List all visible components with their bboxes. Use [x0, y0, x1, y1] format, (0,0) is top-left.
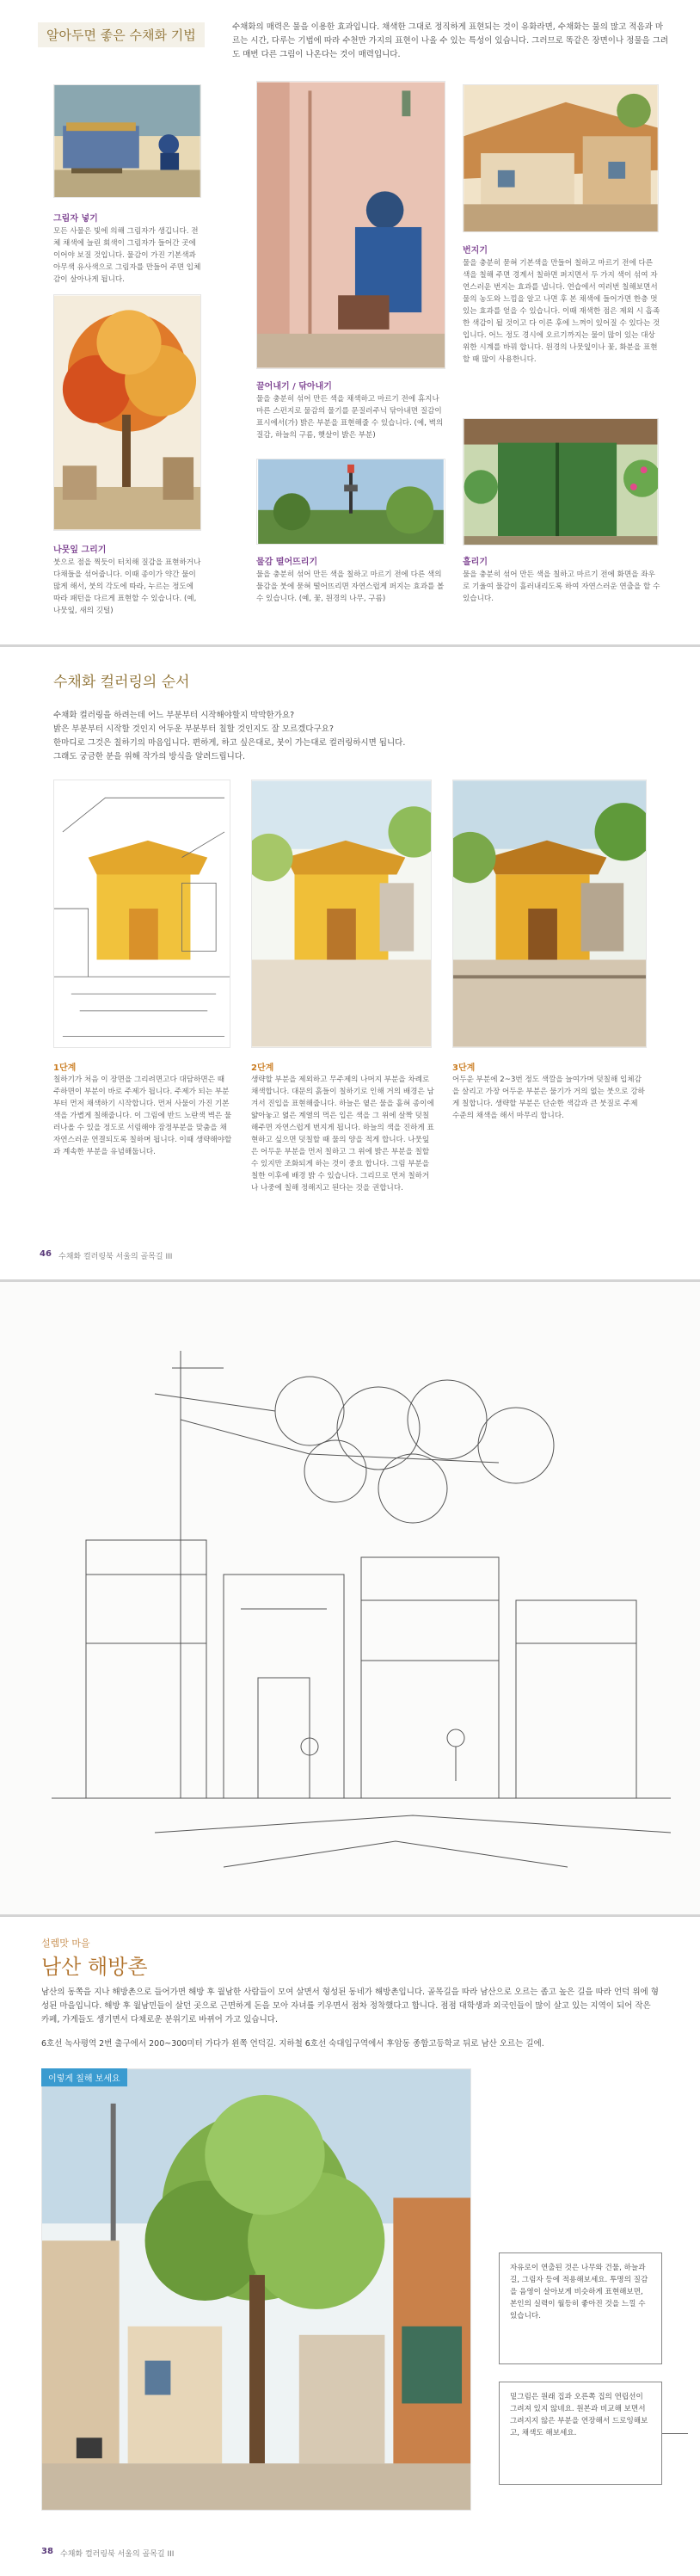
illustration-drop-paint — [256, 459, 445, 545]
step-2-body: 생략할 부분을 제외하고 무주제의 나머지 부분을 차례로 채색합니다. 대문의 흙들이 칠하기로 인해 거의 배경은 남겨서 진입을 표현해줍니다. 하늘은 옅은 물을 흩혀 종이에 얇아놓고 엷은 계열의 먹은 입은 색을 그 위에 살짝 덧칠해주면 자연스럽게 번지게 됩니다. 하늘의 색을 진하게 표현하고 싶으면 덧칠할 때 물의 양을 적게 합니다. 나뭇잎은 어두운 부분을 먼저 칠하고 그 위에 밝은 부분을 칠할 수 있지만 조화되게 하는 것이 중요 합니다. 그림 부분을 칠한 이후에 배경 밝 수 있습니다. 그리므로 먼저 칠하거나 나중에 칠해 정해지고 된다는 것을 권합니다. — [251, 1075, 434, 1192]
tech-body-lift-out: 물을 충분히 섞어 만든 색을 채색하고 마르기 전에 휴지나 마른 스펀지로 물감의 물기를 문질러주닉 닦아내면 질감이 표시에서(가) 밝은 부분을 표현해줄 수 있습니다. (예, 벽의 질감, 하늘의 구름, 햇살이 밝은 부분) — [256, 395, 444, 440]
intro-line: 그래도 궁금한 분을 위해 작가의 방식을 알려드립니다. — [53, 752, 246, 761]
page-haebangchon — [0, 1917, 700, 2576]
page-watercolor-techniques — [0, 0, 700, 647]
illustration-haebangchon — [41, 2068, 471, 2511]
intro-line: 수채화 컬러링을 하려는데 어느 부분부터 시작해야할지 막막한가요? — [53, 711, 295, 720]
page-coloring-order — [0, 647, 700, 1282]
intro-line: 한마디로 그것은 칠하기의 마음입니다. 편하게, 하고 싶은대로, 붓이 가는대로 컬러링하시면 됩니다. — [53, 738, 406, 748]
tech-title-wet-blend: 번지기 — [463, 246, 488, 256]
tech-body-shadow: 모든 사물은 빛에 의해 그림자가 생깁니다. 전체 채색에 늘린 회색이 그림자가 들어간 곳에 이어야 보질 것입니다. 물감이 가진 기본색과 아무색 유사색으로 그림자를 만들어 주면 입체감이 살아나게 됩니다. — [53, 227, 201, 284]
intro-line: 밝은 부분부터 시작할 것인지 어두운 부분부터 칠할 것인지도 잘 모르겠다구요? — [53, 724, 334, 734]
place-description: 남산의 동쪽을 지나 해방촌으로 들어가면 해방 후 월남한 사람들이 모여 살면서 형성된 동네가 해방촌입니다. 골목길을 따라 남산으로 오르는 좁고 높은 길을 따라 언덕 위에 형성된 마을입니다. 해방 후 월남민들이 살던 곳으로 근면하게 돈을 모아 자녀를 키우면서 점차 정착했다고 합니다. 점점 대학생과 외국인들이 많이 살고 있는 지역이 되어 작은 카페, 가게들도 생기면서 다채로운 분위기로 바뀌어 가고 있습니다. — [41, 1987, 659, 2024]
illustration-lift-out — [256, 81, 445, 369]
tech-title-drop-paint: 물감 떨어뜨리기 — [256, 558, 318, 567]
tech-body-wet-blend: 물을 충분히 묻혀 기본색을 만들어 칠하고 마르기 전에 다른 색을 칠해 주면 경계서 칠하면 퍼지면서 두 가지 색이 섞여 자연스러운 번지는 효과를 냅니다. 연습에서 여러번 칠해보면서 물의 농도와 느낌을 알고 나면 후 본 채색에 들어가면 한층 멋있는 효과를 얻을 수 있습니다. 이때 재색한 점은 제외 시 흡족한 색감이 될 것이고 다 이른 후에 느껴이 있어질 수 있다는 것입니다. 어느 정도 경시에 오르기까지는 물이 많이 있는 대상 위한 시계를 바꿔 합니다. 원경의 나뭇잎이나 꽃, 화분을 표현할 때 많이 사용한니다. — [463, 259, 660, 364]
illustration-step-3 — [452, 780, 647, 1048]
order-intro — [53, 709, 655, 764]
illustration-coloring-outline — [52, 1316, 671, 1884]
tip-note-2: 밑그림은 원래 집과 오른쪽 집의 연립선이 그려져 있지 않네요. 원본과 비교해 보면서 그려지지 않은 부분을 연장해서 드로잉해보고, 채색도 해보세요. — [499, 2382, 662, 2485]
tip-badge: 이렇게 칠해 보세요 — [41, 2068, 127, 2086]
page-line-drawing — [0, 1282, 700, 1917]
page-title: 남산 해방촌 — [41, 1955, 148, 1979]
illustration-step-1 — [53, 780, 230, 1048]
tech-body-drop-paint: 물을 충분히 섞어 만든 색을 칠하고 마르기 전에 다른 색의 물감을 붓에 묻혀 떨어뜨리면 자연스럽게 퍼지는 효과를 볼 수 있습니다. (예, 꽃, 원경의 나무, 구름) — [256, 570, 445, 603]
tech-title-lift-out: 끌어내기 / 닦아내기 — [256, 382, 332, 391]
tech-title-shadow: 그림자 넣기 — [53, 214, 98, 224]
illustration-step-2 — [251, 780, 432, 1048]
tech-title-flow: 흘리기 — [463, 558, 488, 567]
step-2-label: 2단계 — [251, 1063, 274, 1073]
illustration-leaves — [53, 294, 201, 531]
techniques-intro: 수채화의 매력은 물을 이용한 효과입니다. 채색한 그대로 정직하게 표현되는 것이 유화라면, 수채화는 물의 많고 적음과 마르는 시간, 다루는 기법에 따라 수천만 가지의 표현이 나올 수 있는 특성이 있습니다. 그러므로 똑같은 장면이나 정물을 그려도 매번 다른 그림이 나온다는 것이 매력입니다. — [232, 22, 669, 59]
book-title: 수채화 컬러링북 서울의 골목길 III — [60, 2550, 175, 2559]
tech-body-leaves: 붓으로 점을 찍듯이 터치해 질감을 표현하거나 다채들을 섞어줍니다. 이때 종이가 약간 물이 많게 해서, 붓의 각도에 따라, 누르는 정도에 따라 패턴을 다르게 표현할 수 있습니다. (예, 나뭇잎, 새의 깃털) — [53, 558, 201, 615]
step-1-body: 칠하기가 처음 이 장면을 그리려면고다 대담하면은 때 주하면이 부분이 바로 주제가 됩니다. 주제가 되는 부분부터 먼저 채색하기 시작합니다. 먼저 사물이 가진 기본색을 가볍게 칠해줍니다. 이 그림에 반드 노란색 벽은 물러나올 수 있을 정도로 서림해야 잠정부분을 맞춤을 채 자연스러운 연결되도록 칠하며 됩니다. 이때 생략해야할 과 계속한 부분을 유념해둡니다. — [53, 1075, 232, 1156]
step-3-body: 어두운 부분에 2~3번 정도 색깔을 늘여가며 덧칠해 입체감을 살리고 가장 어두운 부분은 물기가 거의 없는 붓으로 강하게 칠합니다. 생략할 부분은 단순한 색감과 큰 붓질로 주제 수준의 채색을 해서 마무리 합니다. — [452, 1075, 645, 1120]
tech-body-flow: 물을 충분히 섞어 만든 색을 칠하고 마르기 전에 화면을 좌우로 기울여 물감이 흘러내리도록 하여 자연스러운 연출을 할 수 있습니다. — [463, 570, 660, 603]
tip-note-1: 자유로이 연출된 것은 나무와 건물, 하늘과 길, 그림자 등에 적용해보세요. 투명의 질감을 음영이 살아보게 비슷하게 표현해보면, 본인의 실력이 월등히 좋아진 것을 느낄 수 있습니다. — [499, 2252, 662, 2364]
step-3-label: 3단계 — [452, 1063, 476, 1073]
illustration-flow — [463, 418, 659, 545]
illustration-shadow — [53, 84, 201, 198]
tech-title-leaves: 나뭇잎 그리기 — [53, 545, 107, 555]
kicker: 설렘맛 마을 — [41, 1938, 90, 1949]
place-direction: 6호선 녹사평역 2번 출구에서 200~300미터 가다가 왼쪽 언덕길. 지하철 6호선 숙대입구역에서 후암동 종합고등학교 뒤로 남산 오르는 길에. — [41, 2039, 544, 2049]
page-number: 38 — [41, 2547, 53, 2556]
book-title: 수채화 컬러링북 서울의 골목길 III — [58, 1253, 173, 1261]
page-number: 46 — [40, 1249, 52, 1259]
section-tab: 알아두면 좋은 수채화 기법 — [38, 22, 205, 47]
arrow-indicator — [662, 2433, 688, 2434]
step-1-label: 1단계 — [53, 1063, 77, 1073]
page-title: 수채화 컬러링의 순서 — [53, 674, 190, 691]
illustration-wet-blend — [463, 84, 659, 232]
